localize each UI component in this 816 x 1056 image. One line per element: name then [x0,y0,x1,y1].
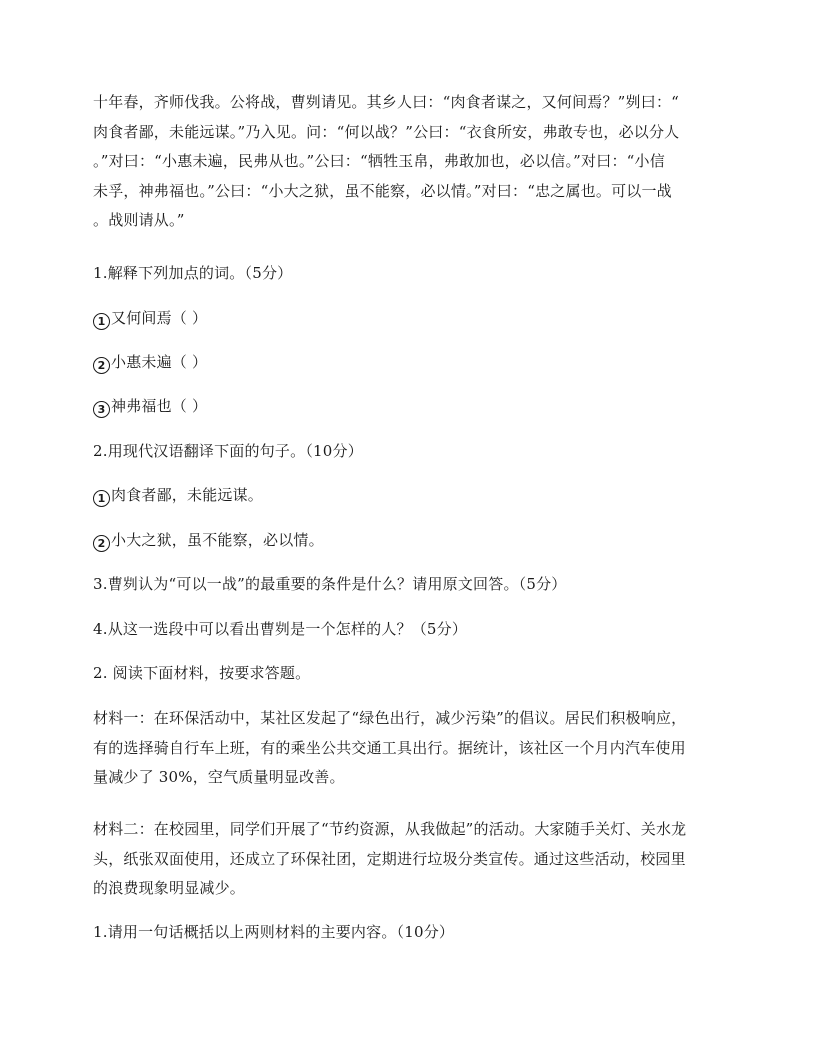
item-text: 小大之狱，虽不能察，必以情。 [111,531,324,549]
material-line: 材料二：在校园里，同学们开展了“节约资源，从我做起”的活动。大家随手关灯、关水龙 [93,820,687,838]
circled-number: 3 [93,401,110,418]
question-1-item [93,304,721,334]
passage-paragraph [93,88,721,236]
question-2-item [93,526,721,556]
circled-number: 1 [93,313,110,330]
question-2-item [93,481,721,511]
question-1-item [93,348,721,378]
material-line: 材料一：在环保活动中，某社区发起了“绿色出行，减少污染”的倡议。居民们积极响应， [93,709,687,727]
circled-number: 2 [93,357,110,374]
question-1-item [93,392,721,422]
question-5-title: 1.请用一句话概括以上两则材料的主要内容。（10分） [93,923,455,941]
passage-line: 。战则请从。” [93,211,185,229]
question-4-title: 4.从这一选段中可以看出曹刿是一个怎样的人？（5分） [93,620,468,638]
material-line: 有的选择骑自行车上班，有的乘坐公共交通工具出行。据统计，该社区一个月内汽车使用 [93,738,686,757]
item-text: 又何间焉（ ） [111,309,208,327]
circled-number: 1 [93,490,110,507]
section-2-title: 2. 阅读下面材料，按要求答题。 [93,664,311,682]
question-1-title: 1.解释下列加点的词。（5分） [93,264,293,282]
passage-line: 。”对曰：“小惠未遍，民弗从也。”公曰：“牺牲玉帛，弗敢加也，必以信。”对曰：“小信 [93,152,665,170]
material-line: 的浪费现象明显减少。 [93,879,246,897]
passage-line: 十年春，齐师伐我。公将战，曹刿请见。其乡人曰：“肉食者谋之，又何间焉？”刿曰：“ [93,93,680,111]
passage-line: 未孚，神弗福也。”公曰：“小大之狱，虽不能察，必以情。”对曰：“忠之属也。可以一战 [93,181,672,200]
item-text: 肉食者鄙，未能远谋。 [111,486,264,504]
question-3-title: 3.曹刿认为“可以一战”的最重要的条件是什么？请用原文回答。（5分） [93,575,567,593]
question-2-title: 2.用现代汉语翻译下面的句子。（10分） [93,442,363,460]
passage-line: 肉食者鄙，未能远谋。”乃入见。问：“何以战？”公曰：“衣食所安，弗敢专也，必以分人 [93,122,680,141]
material-1-paragraph [93,704,721,793]
circled-number: 2 [93,535,110,552]
material-2-paragraph [93,815,721,904]
material-line: 量减少了 30%，空气质量明显改善。 [93,768,345,786]
material-line: 头，纸张双面使用，还成立了环保社团，定期进行垃圾分类宣传。通过这些活动，校园里 [93,849,686,868]
item-text: 小惠未遍（ ） [111,353,208,371]
item-text: 神弗福也（ ） [111,397,208,415]
